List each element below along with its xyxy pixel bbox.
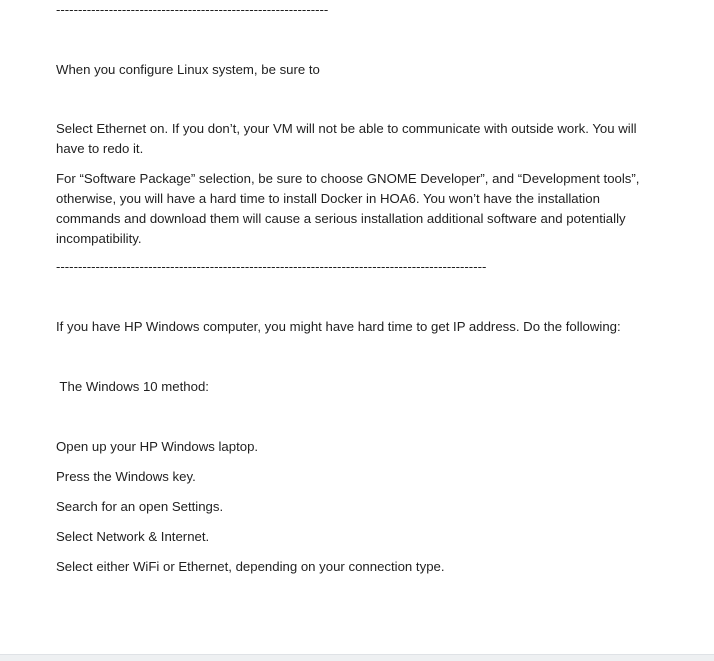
step-item: Select Network & Internet. — [56, 529, 210, 544]
method-heading: The Windows 10 method: — [56, 379, 209, 394]
step-item: Press the Windows key. — [56, 469, 196, 484]
step-item: Open up your HP Windows laptop. — [56, 439, 259, 454]
software-package-paragraph: For “Software Package” selection, be sure to choose GNOME Developer”, and “Development tools”, otherwise, you will have a hard time to install Docker in HOA6. You won’t have the installation commands and download them will cause a serious installation additional software and potentially incompatibility. — [56, 171, 640, 246]
step-item: Select either WiFi or Ethernet, depending on your connection type. — [56, 559, 445, 574]
separator-short: -------------------------------------------------------------- — [56, 2, 329, 17]
ethernet-paragraph: Select Ethernet on. If you don’t, your VM will not be able to communicate with outside work. You will have to redo it. — [56, 121, 637, 156]
page-bottom-edge — [0, 654, 714, 661]
separator-long: -------------------------------------------------------------------------------------------------- — [56, 259, 487, 274]
step-item: Search for an open Settings. — [56, 499, 224, 514]
intro-text: When you configure Linux system, be sure to — [56, 62, 320, 77]
hp-intro-text: If you have HP Windows computer, you might have hard time to get IP address. Do the following: — [56, 319, 621, 334]
